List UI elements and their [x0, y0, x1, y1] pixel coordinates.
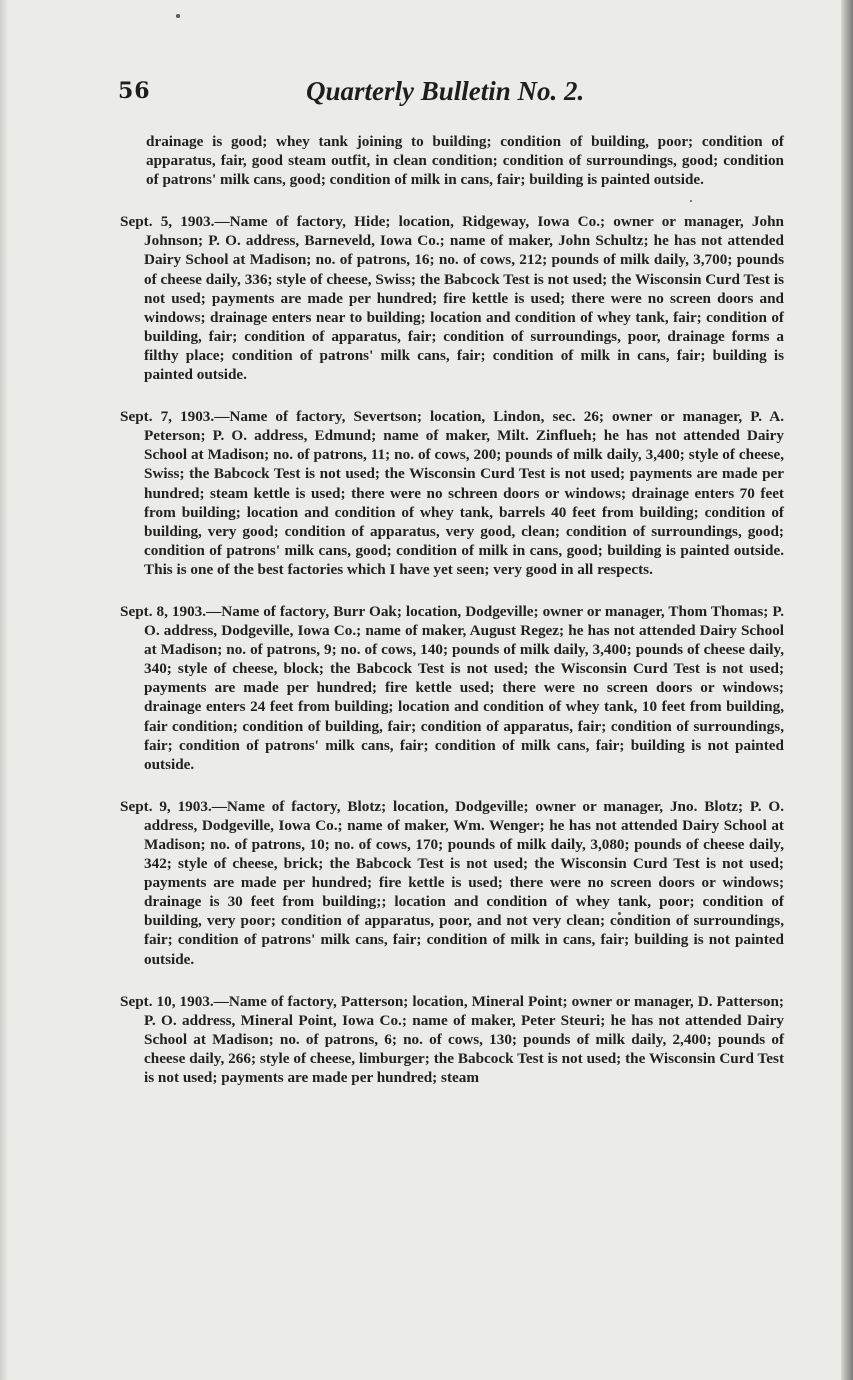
page-number: 56 — [118, 78, 151, 104]
page-left-edge — [0, 0, 8, 1380]
factory-entry-blotz: Sept. 9, 1903.—Name of factory, Blotz; location, Dodgeville; owner or manager, Jno. Blotz; P. O. address, Dodgeville, Iowa Co.; name of maker, Wm. Wenger; he has not attended Dairy School at Madison; no. of patrons, 10; no. of cows, 170; pounds of milk daily, 3,080; pounds of cheese daily, 342; style of cheese, brick; the Babcock Test is not used; the Wisconsin Curd Test is not used; payments are made per hundred; fire kettle is used; there were no screen doors or windows; drainage is 30 feet from building;; location and condition of whey tank, poor; condition of building, very poor; condition of apparatus, poor, and not very clean; condition of surroundings, fair; condition of patrons' milk cans, fair; condition of milk in cans, fair; building is not painted outside. — [120, 797, 784, 968]
bulletin-title: Quarterly Bulletin No. 2. — [306, 76, 585, 106]
factory-entry-severtson: Sept. 7, 1903.—Name of factory, Severtson; location, Lindon, sec. 26; owner or manager, P. A. Peterson; P. O. address, Edmund; name of maker, Milt. Zinflueh; he has not attended Dairy School at Madison; no. of patrons, 11; no. of cows, 200; pounds of milk daily, 3,400; style of cheese, Swiss; the Babcock Test is not used; the Wisconsin Curd Test is not used; payments are made per hundred; steam kettle is used; there were no schreen doors or windows; drainage enters 70 feet from building; location and condition of whey tank, barrels 40 feet from building; condition of building, very good; condition of apparatus, very good, clean; condition of surroundings, good; condition of patrons' milk cans, good; condition of milk in cans, good; building is painted outside. This is one of the best factories which I have yet seen; very good in all respects. — [120, 408, 784, 578]
factory-entry-burr-oak: Sept. 8, 1903.—Name of factory, Burr Oak; location, Dodgeville; owner or manager, Thom Thomas; P. O. address, Dodgeville, Iowa Co.; name of maker, August Regez; he has not attended Dairy School at Madison; no. of patrons, 9; no. of cows, 140; pounds of milk daily, 3,400; pounds of cheese daily, 340; style of cheese, block; the Babcock Test is not used; the Wisconsin Curd Test is not used; payments are made per hundred; fire kettle used; there were no screen doors or windows; drainage enters 24 feet from building; location and condition of whey tank, 10 feet from building, fair condition; condition of building, fair; condition of apparatus, fair; condition of surroundings, fair; condition of patrons' milk cans, fair; condition of milk cans, fair; building is not painted outside. — [120, 602, 784, 773]
scan-speck — [176, 14, 180, 18]
page-right-edge — [841, 0, 853, 1380]
factory-entry-hide: Sept. 5, 1903.—Name of factory, Hide; location, Ridgeway, Iowa Co.; owner or manager, John Johnson; P. O. address, Barneveld, Iowa Co.; name of maker, John Schultz; he has not attended Dairy School at Madison; no. of patrons, 16; no. of cows, 212; pounds of milk daily, 3,700; pounds of cheese daily, 336; style of cheese, Swiss; the Babcock Test is not used; the Wisconsin Curd Test is not used; payments are made per hundred; fire kettle is used; there were no screen doors and windows; drainage enters near to building; location and condition of whey tank, fair; condition of building, fair; condition of apparatus, fair; condition of surroundings, poor, drainage forms a filthy place; condition of patrons' milk cans, fair; condition of milk in cans, fair; building is painted outside. — [120, 213, 784, 384]
paragraph-continuation: drainage is good; whey tank joining to building; condition of building, poor; condition of apparatus, fair, good steam outfit, in clean condition; condition of surroundings, good; condition of patrons' milk cans, good; condition of milk in cans, fair; building is painted outside. — [146, 133, 784, 189]
factory-entry-patterson: Sept. 10, 1903.—Name of factory, Patterson; location, Mineral Point; owner or manager, D. Patterson; P. O. address, Mineral Point, Iowa Co.; name of maker, Peter Steuri; he has not attended Dairy School at Madison; no. of patrons, 6; no. of cows, 130; pounds of milk daily, 2,400; pounds of cheese daily, 266; style of cheese, limburger; the Babcock Test is not used; the Wisconsin Curd Test is not used; payments are made per hundred; steam — [120, 992, 784, 1087]
body-text — [120, 132, 784, 1110]
running-header — [118, 78, 786, 118]
